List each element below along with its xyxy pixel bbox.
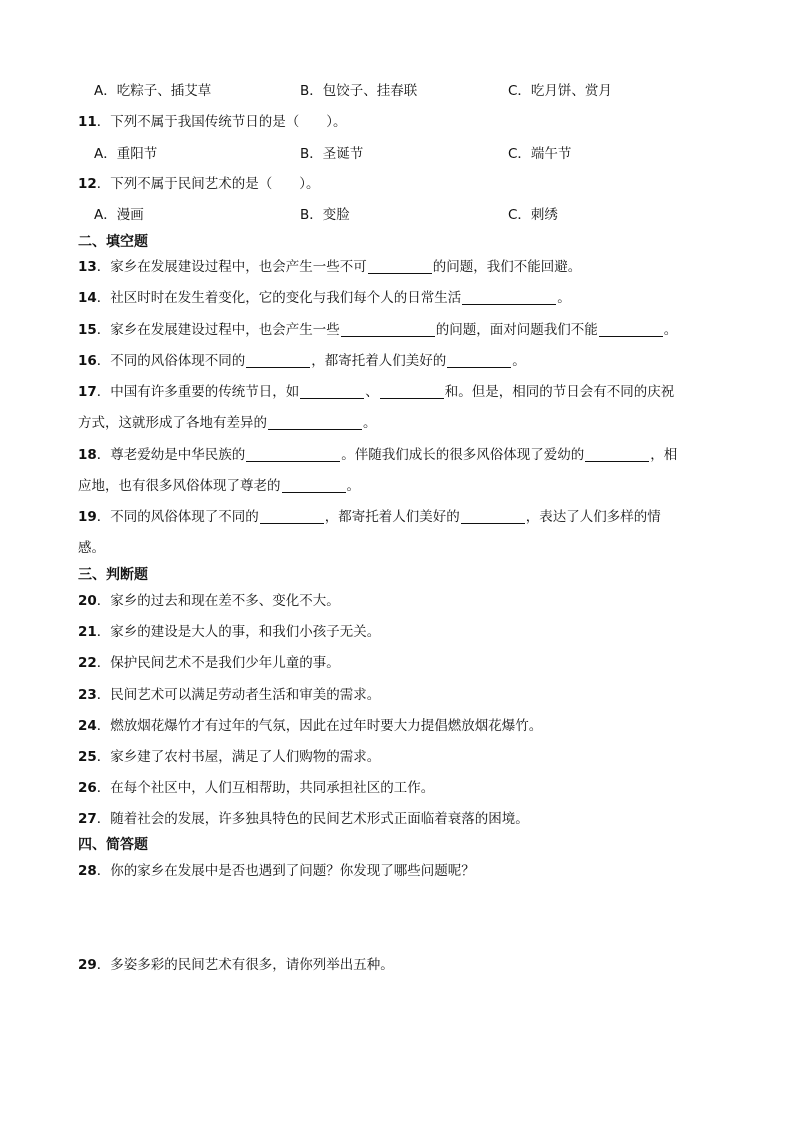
question-22: 22．保护民间艺术不是我们少年儿童的事。 — [78, 655, 340, 671]
question-text: 不同的风俗体现不同的 — [110, 353, 246, 369]
question-12: 12．下列不属于民间艺术的是（ ）。 — [78, 176, 320, 192]
question-18: 18．尊老爱幼是中华民族的 。伴随我们成长的很多风俗体现了爱幼的 ，相 — [78, 447, 678, 463]
question-text: 。 — [512, 353, 526, 369]
question-text: 不同的风俗体现了不同的 — [110, 509, 259, 525]
question-number: 18 — [78, 447, 97, 463]
question-text: 。 — [363, 415, 377, 431]
question-text: 社区时时在发生着变化，它的变化与我们每个人的日常生活 — [110, 290, 462, 306]
question-text: 家乡在发展建设过程中，也会产生一些不可 — [110, 259, 367, 275]
answer-blank[interactable] — [246, 446, 340, 462]
question-15: 15．家乡在发展建设过程中，也会产生一些 的问题，面对问题我们不能 。 — [78, 322, 678, 338]
question-text: 家乡在发展建设过程中，也会产生一些 — [110, 322, 340, 338]
question-text: 。 — [663, 322, 678, 338]
question-number: 24 — [78, 718, 97, 734]
question-number: 27 — [78, 811, 97, 827]
answer-blank[interactable] — [300, 383, 364, 399]
question-text: 下列不属于民间艺术的是（ ）。 — [110, 176, 320, 192]
answer-blank[interactable] — [462, 289, 556, 305]
q11-option-b[interactable]: B．圣诞节 — [300, 146, 364, 162]
q12-option-c[interactable]: C．刺绣 — [508, 207, 558, 223]
question-number: 17 — [78, 384, 97, 400]
question-text: 家乡建了农村书屋，满足了人们购物的需求。 — [110, 749, 381, 765]
question-text: ，表达了人们多样的情 — [525, 509, 661, 525]
question-text: 方式，这就形成了各地有差异的 — [78, 415, 267, 431]
section-heading-short-answer: 四、简答题 — [78, 837, 148, 853]
question-11: 11．下列不属于我国传统节日的是（ ）。 — [78, 114, 347, 130]
question-text: 民间艺术可以满足劳动者生活和审美的需求。 — [110, 687, 381, 703]
question-26: 26．在每个社区中，人们互相帮助，共同承担社区的工作。 — [78, 780, 435, 796]
question-number: 23 — [78, 687, 97, 703]
question-23: 23．民间艺术可以满足劳动者生活和审美的需求。 — [78, 687, 381, 703]
question-text: 随着社会的发展，许多独具特色的民间艺术形式正面临着衰落的困境。 — [110, 811, 529, 827]
question-14: 14．社区时时在发生着变化，它的变化与我们每个人的日常生活 。 — [78, 290, 571, 306]
question-number: 11 — [78, 114, 97, 130]
question-text: 。 — [557, 290, 571, 306]
question-28: 28．你的家乡在发展中是否也遇到了问题？你发现了哪些问题呢？ — [78, 863, 475, 879]
question-number: 25 — [78, 749, 97, 765]
question-text: 家乡的建设是大人的事，和我们小孩子无关。 — [110, 624, 381, 640]
question-20: 20．家乡的过去和现在差不多、变化不大。 — [78, 593, 340, 609]
q10-options — [94, 81, 706, 101]
q12-options — [94, 205, 706, 225]
q12-option-b[interactable]: B．变脸 — [300, 207, 350, 223]
answer-blank[interactable] — [268, 414, 362, 430]
answer-blank[interactable] — [599, 321, 663, 337]
question-text: ，都寄托着人们美好的 — [324, 509, 460, 525]
answer-blank[interactable] — [380, 383, 444, 399]
answer-blank[interactable] — [368, 258, 432, 274]
q10-option-b[interactable]: B．包饺子、挂春联 — [300, 83, 418, 99]
question-text: ，相 — [650, 447, 678, 463]
question-number: 21 — [78, 624, 97, 640]
q10-option-c[interactable]: C．吃月饼、赏月 — [508, 83, 612, 99]
question-text: 。 — [346, 478, 360, 494]
question-text: 的问题，我们不能回避。 — [432, 259, 582, 275]
section-heading-judgement: 三、判断题 — [78, 567, 148, 583]
question-text: 、 — [365, 384, 379, 400]
section-heading-fill-blank: 二、填空题 — [78, 234, 148, 250]
q11-option-a[interactable]: A．重阳节 — [94, 146, 158, 162]
question-number: 29 — [78, 957, 97, 973]
question-number: 22 — [78, 655, 97, 671]
question-17: 17．中国有许多重要的传统节日，如 、 和。但是，相同的节日会有不同的庆祝 — [78, 384, 675, 400]
answer-blank[interactable] — [461, 508, 525, 524]
question-27: 27．随着社会的发展，许多独具特色的民间艺术形式正面临着衰落的困境。 — [78, 811, 529, 827]
question-text: 感。 — [78, 540, 105, 556]
answer-blank[interactable] — [246, 352, 310, 368]
question-number: 13 — [78, 259, 97, 275]
question-number: 20 — [78, 593, 97, 609]
question-18-cont — [78, 476, 706, 496]
answer-blank[interactable] — [341, 321, 435, 337]
question-25: 25．家乡建了农村书屋，满足了人们购物的需求。 — [78, 749, 381, 765]
question-13: 13．家乡在发展建设过程中，也会产生一些不可 的问题，我们不能回避。 — [78, 259, 582, 275]
question-number: 12 — [78, 176, 97, 192]
q11-option-c[interactable]: C．端午节 — [508, 146, 572, 162]
question-number: 19 — [78, 509, 97, 525]
question-number: 14 — [78, 290, 97, 306]
question-29: 29．多姿多彩的民间艺术有很多，请你列举出五种。 — [78, 957, 394, 973]
question-text: ，都寄托着人们美好的 — [311, 353, 447, 369]
answer-blank[interactable] — [260, 508, 324, 524]
question-text: 的问题，面对问题我们不能 — [435, 322, 598, 338]
question-text: 和。但是，相同的节日会有不同的庆祝 — [444, 384, 675, 400]
question-17-cont — [78, 413, 706, 433]
question-text: 应地，也有很多风俗体现了尊老的 — [78, 478, 281, 494]
question-text: 多姿多彩的民间艺术有很多，请你列举出五种。 — [110, 957, 394, 973]
question-text: 。伴随我们成长的很多风俗体现了爱幼的 — [341, 447, 585, 463]
question-text: 你的家乡在发展中是否也遇到了问题？你发现了哪些问题呢？ — [110, 863, 475, 879]
question-text: 燃放烟花爆竹才有过年的气氛，因此在过年时要大力提倡燃放烟花爆竹。 — [110, 718, 543, 734]
answer-blank[interactable] — [447, 352, 511, 368]
q12-option-a[interactable]: A．漫画 — [94, 207, 144, 223]
answer-blank[interactable] — [585, 446, 649, 462]
question-number: 16 — [78, 353, 97, 369]
question-19-cont — [78, 538, 706, 558]
question-text: 尊老爱幼是中华民族的 — [110, 447, 246, 463]
q11-options — [94, 144, 706, 164]
question-16: 16．不同的风俗体现不同的 ，都寄托着人们美好的 。 — [78, 353, 526, 369]
question-21: 21．家乡的建设是大人的事，和我们小孩子无关。 — [78, 624, 381, 640]
question-number: 26 — [78, 780, 97, 796]
question-text: 在每个社区中，人们互相帮助，共同承担社区的工作。 — [110, 780, 435, 796]
question-text: 保护民间艺术不是我们少年儿童的事。 — [110, 655, 340, 671]
question-24: 24．燃放烟花爆竹才有过年的气氛，因此在过年时要大力提倡燃放烟花爆竹。 — [78, 718, 543, 734]
question-19: 19．不同的风俗体现了不同的 ，都寄托着人们美好的 ，表达了人们多样的情 — [78, 509, 661, 525]
question-text: 下列不属于我国传统节日的是（ ）。 — [110, 114, 347, 130]
question-text: 家乡的过去和现在差不多、变化不大。 — [110, 593, 340, 609]
q10-option-a[interactable]: A．吃粽子、插艾草 — [94, 83, 212, 99]
question-text: 中国有许多重要的传统节日，如 — [110, 384, 300, 400]
answer-blank[interactable] — [282, 477, 346, 493]
question-number: 28 — [78, 863, 97, 879]
question-number: 15 — [78, 322, 97, 338]
